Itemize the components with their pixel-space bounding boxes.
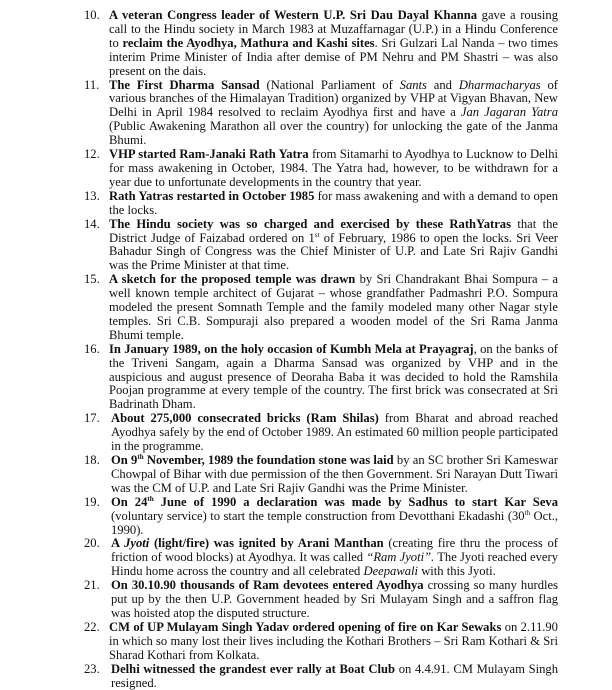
list-item [84, 218, 558, 274]
list-item [84, 190, 558, 218]
list-item [84, 579, 558, 621]
body-text: of various branches of the Himalayan Tradition) organized by VHP at Vigyan Bhavan, New Delhi in April 1984 resolved to reclaim Ayodhya first and have a [109, 77, 559, 120]
item-number: 10. [84, 8, 100, 22]
body-text: (Public Awakening Marathon all over the country) for unlocking the gate of the Janma Bhumi. [109, 119, 558, 148]
highlight-text: VHP started Ram-Janaki Rath Yatra [109, 147, 309, 162]
highlight-text: A sketch for the proposed temple was drawn [109, 272, 356, 287]
emphasis-text: Dharmacharyas [458, 77, 541, 92]
body-text: from Bharat and abroad reached Ayodhya safely by the end of October 1989. An estimated 60 million people participated in the programme. [111, 411, 558, 454]
body-text: (National Parliament of [259, 77, 400, 92]
item-text [109, 190, 558, 218]
emphasis-text: “Ram Jyoti”. [366, 550, 435, 565]
item-text [109, 273, 558, 343]
item-number: 22. [84, 619, 100, 634]
list-item [84, 454, 558, 496]
list-item [84, 79, 558, 149]
highlight-text: Rath Yatras restarted in October 1985 [109, 188, 315, 203]
highlight-text: About 275,000 consecrated bricks (Ram Shilas) [111, 411, 379, 426]
item-number: 21. [84, 578, 100, 593]
emphasis-text: Sants [399, 77, 427, 92]
item-number: 15. [84, 272, 100, 287]
item-number: 11. [84, 77, 100, 92]
body-text: of February, 1986 to open the locks. Sri Veer Bahadur Singh of Congress was the Chief Minister of U.P. and Late Sri Rajiv Gandhi was the Prime Minister at that time. [109, 230, 558, 273]
highlight-text: The First Dharma Sansad [109, 77, 260, 92]
highlight-text: The Hindu society was so charged and exercised by these RathYatras [109, 216, 511, 231]
body-text: for mass awakening and with a demand to open the locks. [109, 188, 558, 217]
highlight-text: (light/fire) was ignited by Arani Manthan [149, 536, 384, 551]
highlight-text: A [111, 536, 125, 551]
highlight-text: CM of UP Mulayam Singh Yadav ordered opening of fire on Kar Sewaks [109, 619, 502, 634]
list-item [84, 496, 558, 538]
item-text [109, 579, 558, 621]
highlight-text: June of 1990 a declaration was made by Sadhus to start Kar Seva [153, 494, 558, 509]
highlight-text: In January 1989, on the holy occasion of Kumbh Mela at Prayagraj [109, 341, 474, 356]
item-text [109, 148, 558, 190]
highlight-text: Jyoti [124, 536, 150, 551]
highlight-text: reclaim the Ayodhya, Mathura and Kashi sites [122, 35, 375, 50]
item-text [109, 343, 558, 413]
body-text: on 2.11.90 in which so many lost their lives including the Kothari Brothers – Sri Ram Kothari & Sri Sharad Kothari from Kolkata. [109, 619, 558, 662]
list-item [84, 663, 558, 690]
list-item [84, 412, 558, 454]
emphasis-text: Jan Jagaran Yatra [460, 105, 559, 120]
list-item [84, 537, 558, 579]
body-text: crossing so many hurdles put up by the then U.P. Government headed by Sri Mulayam Singh and a saffron flag was hoisted atop the disputed structure. [111, 578, 558, 620]
ordinal-suffix: th [137, 453, 144, 461]
item-number: 13. [84, 188, 100, 203]
item-number: 17. [84, 411, 100, 426]
item-number: 23. [84, 661, 100, 676]
list-item [84, 9, 558, 79]
body-text: Oct., 1990). [111, 508, 558, 537]
body-text: with this Jyoti. [418, 564, 496, 579]
item-text [109, 218, 558, 274]
item-text [109, 454, 558, 496]
emphasis-text: Deepawali [363, 564, 419, 579]
highlight-text: On 9 [111, 453, 138, 467]
item-text [109, 79, 558, 149]
item-number: 20. [84, 536, 100, 551]
item-number: 16. [84, 341, 100, 356]
body-text: that the District Judge of Faizabad ordered on 1 [109, 216, 558, 245]
list-item [84, 621, 558, 663]
body-text: (voluntary service) to start the temple construction from Devotthani Ekadashi (30 [111, 508, 525, 523]
body-text: gave a rousing call to the Hindu society in March 1983 at Muzaffarnagar (U.P.) in a Hindu Conference to [109, 8, 558, 50]
item-number: 19. [84, 494, 100, 509]
body-text: The Jyoti reached every Hindu home across the country and all celebrated [111, 550, 558, 579]
highlight-text: On 24 [111, 494, 148, 509]
event-list [84, 9, 558, 690]
item-text [109, 9, 558, 79]
item-text [109, 537, 558, 579]
ordinal-suffix: st [314, 230, 320, 239]
highlight-text: November, 1989 the foundation stone was laid [143, 453, 394, 467]
list-item [84, 273, 558, 343]
body-text: (creating fire thru the process of friction of wood blocks) at Ayodhya. It was called [111, 536, 558, 565]
body-text: on 4.4.91. CM Mulayam Singh resigned. [111, 661, 558, 690]
item-number: 14. [84, 216, 100, 231]
highlight-text: Delhi witnessed the grandest ever rally at Boat Club [111, 661, 396, 676]
item-text [109, 621, 558, 663]
body-text: from Sitamarhi to Ayodhya to Lucknow to Delhi for mass awakening in October, 1984. The Yatra had, however, to be withdrawn for a year due to unfortunate developments in the country that year. [109, 147, 558, 189]
item-text [109, 412, 558, 454]
list-item [84, 148, 558, 190]
ordinal-suffix: th [524, 508, 531, 517]
body-text: and [426, 77, 459, 92]
body-text: by Sri Chandrakant Bhai Sompura – a well known temple architect of Gujarat – whose grandfather Padmashri P.O. Sompura modeled the present Somnath Temple and the family modeled many other Nagar style temples. Sri C.B. Sompuraji also prepared a wooden model of the Sri Rama Janma Bhumi temple. [109, 272, 558, 342]
item-number: 12. [84, 147, 100, 162]
item-text [109, 663, 558, 690]
item-number: 18. [84, 453, 100, 467]
ordinal-suffix: th [147, 494, 154, 503]
list-item [84, 343, 558, 413]
item-text [109, 496, 558, 538]
body-text: by an SC brother Sri Kameswar Chowpal of Bihar with due permission of the then Government. Sri Narayan Dutt Tiwari was the CM of U.P. and Late Sri Rajiv Gandhi was the Prime Minister. [111, 453, 559, 495]
highlight-text: On 30.10.90 thousands of Ram devotees entered Ayodhya [111, 578, 424, 593]
highlight-text: A veteran Congress leader of Western U.P. Sri Dau Dayal Khanna [109, 8, 478, 22]
body-text: , on the banks of the Triveni Sangam, again a Dharma Sansad was organized by VHP and in the auspicious and august presence of Deoraha Baba it was decided to hold the Ramshila Poojan programme at every temple of the country. The first brick was consecrated at Sri Badrinath Dham. [109, 341, 558, 412]
body-text: . Sri Gulzari Lal Nanda – two times interim Prime Minister of India after demise of PM Nehru and PM Shastri – was also present on the dais. [109, 35, 558, 78]
